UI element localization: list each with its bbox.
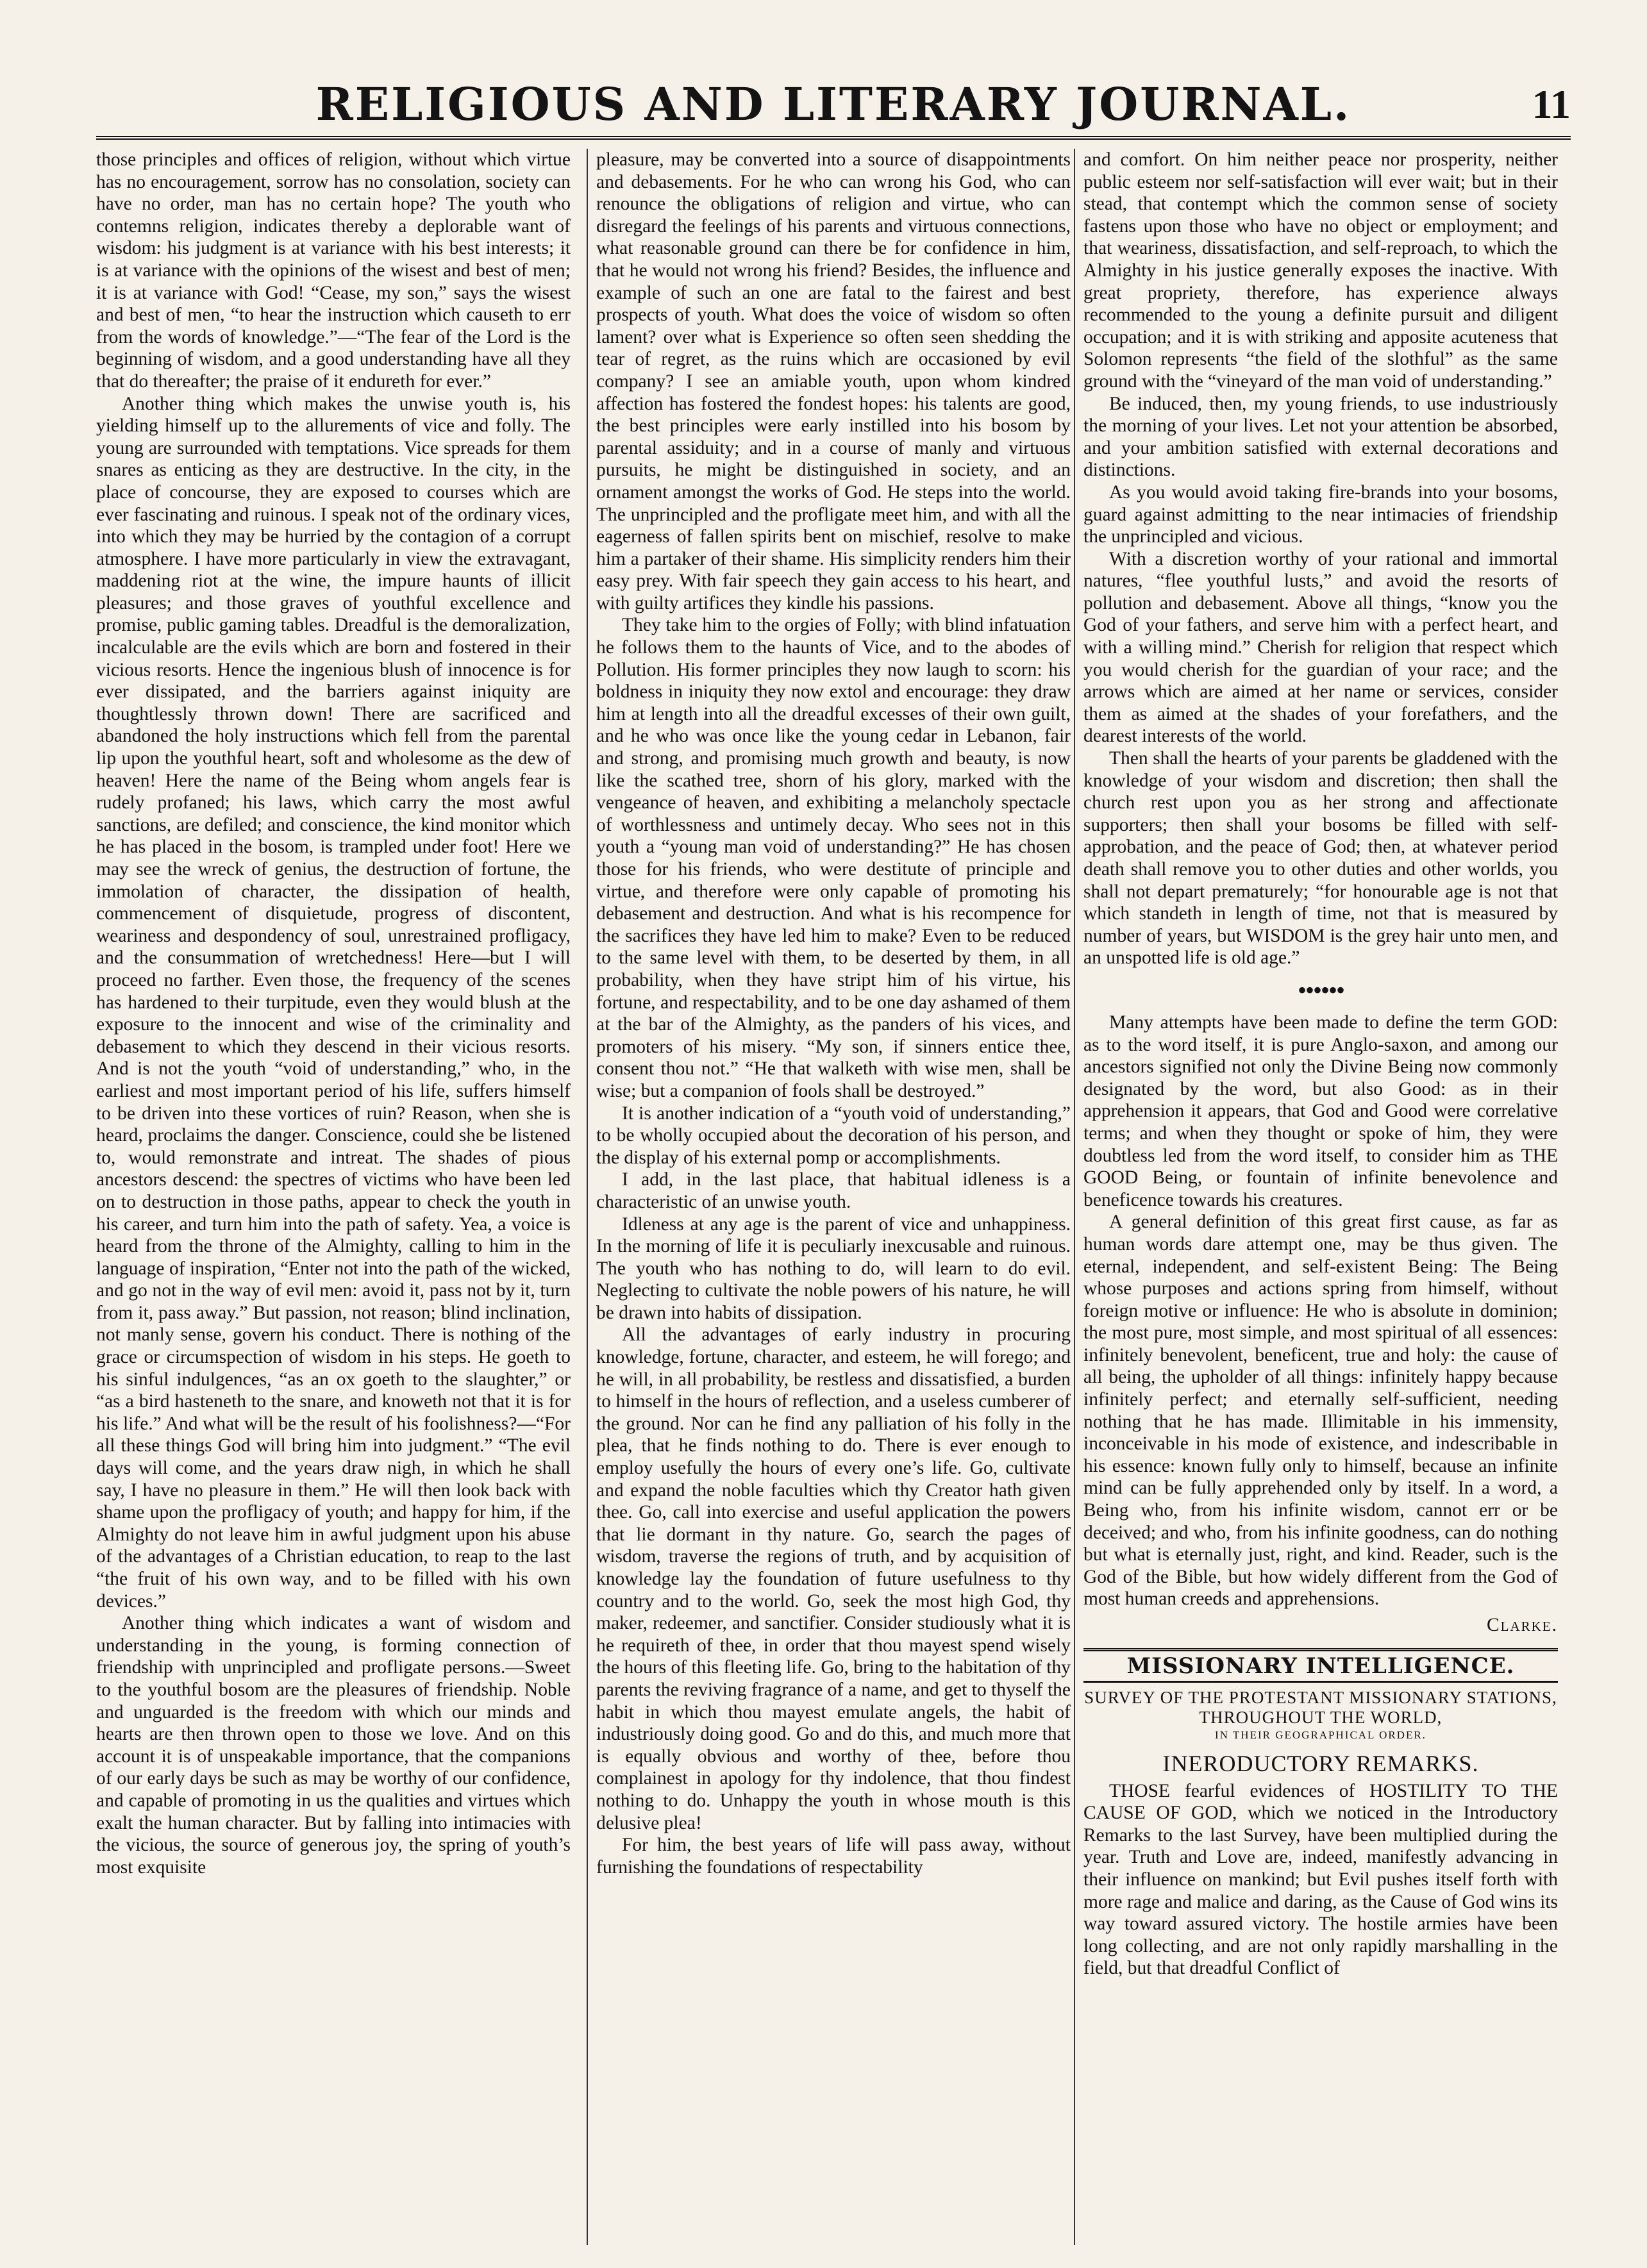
paragraph: For him, the best years of life will pass away, without furnishing the foundations of respectability (596, 1835, 1071, 1878)
paragraph: All the advantages of early industry in procuring knowledge, fortune, character, and esteem, he will forego; and he will, in all probability, be restless and dissatisfied, a burden to himself in the hours of reflection, and a useless cumberer of the ground. Nor can he find any palliation of his folly in the plea, that he finds nothing to do. There is ever enough to employ usefully the hours of every one’s life. Go, cultivate and expand the noble faculties which thy Creator hath given thee. Go, call into exercise and useful application the powers that lie dormant in thy nature. Go, search the pages of wisdom, traverse the regions of truth, and by acquisition of knowledge lay the foundation of future usefulness to thy country and to the world. Go, seek the most high God, thy maker, redeemer, and sanctifier. Consider studiously what it is he requireth of thee, in order that thou mayest spend wisely the hours of this fleeting life. Go, bring to the habitation of thy parents the reviving fragrance of a name, and get to thyself the habit in which thou mayest emulate angels, the habit of industriously doing good. Go and do this, and much more that is equally obvious and worthy of thee, before thou complainest in apology for thy indolence, that thou findest nothing to do. Unhappy the youth in whose mouth is this delusive plea! (596, 1324, 1071, 1833)
paragraph: Idleness at any age is the parent of vice and unhappiness. In the morning of life it is peculiarly inexcusable and ruinous. The youth who has nothing to do, will learn to do evil. Neglecting to cultivate the noble powers of his nature, he will be drawn into habits of dissipation. (596, 1213, 1071, 1323)
masthead (96, 76, 1571, 133)
survey-title: SURVEY OF THE PROTESTANT MISSIONARY STATIONS, THROUGHOUT THE WORLD, (1084, 1687, 1557, 1727)
page-number: 11 (1532, 81, 1571, 127)
paragraph: Another thing which makes the unwise youth is, his yielding himself up to the allurements of vice and folly. The young are surrounded with temptations. Vice spreads for them snares as enticing as they are destructive. In the city, in the place of concourse, they are exposed to courses which are ever fascinating and ruinous. I speak not of the ordinary vices, into which they may be hurried by the contagion of a corrupt atmosphere. I have more particularly in view the extravagant, maddening riot at the wine, the impure haunts of illicit pleasures; and those graves of youthful excellence and promise, public gaming tables. Dreadful is the demoralization, incalculable are the evils which are born and fostered in their vicious resorts. Hence the ingenious blush of innocence is for ever dissipated, and the barriers against iniquity are thoughtlessly thrown down! There are sacrificed and abandoned the holy instructions which fell from the parental lip upon the youthful heart, soft and wholesome as the dew of heaven! Here the name of the Being whom angels fear is rudely profaned; his laws, which carry the most awful sanctions, are defiled; and conscience, the kind monitor which he has placed in the bosom, is trampled under foot! Here we may see the wreck of genius, the destruction of fortune, the immolation of character, the dissipation of health, commencement of disquietude, progress of discontent, weariness and despondency of soul, unrestrained profligacy, and the consummation of wretchedness! Here—but I will proceed no farther. Even those, the frequency of the scenes has hardened to their turpitude, even they would blush at the exposure to the innocent and wise of the criminality and debasement to which they descend in their vicious resorts. And is not the youth “void of understanding,” who, in the earliest and most important period of his life, suffers himself to be driven into these vortices of ruin? Reason, when she is heard, proclaims the danger. Conscience, could she be listened to, would remonstrate and intreat. The shades of pious ancestors descend: the spectres of victims who have been led on to destruction in those paths, appear to check the youth in his career, and turn him into the path of safety. Yea, a voice is heard from the throne of the Almighty, calling to him in the language of inspiration, “Enter not into the path of the wicked, and go not in the way of evil men: avoid it, pass not by it, turn from it, pass away.” But passion, not reason; blind inclination, not manly sense, govern his conduct. There is nothing of the grace or circumspection of wisdom in his steps. He goeth to his sinful indulgences, “as an ox goeth to the slaughter,” or “as a bird hasteneth to the snare, and knoweth not that it is for his life.” And what will be the result of his foolishness?—“For all these things God will bring him into judgment.” “The evil days will come, and the years draw nigh, in which he shall say, I have no pleasure in them.” He will then look back with shame upon the profligacy of youth; and happy for him, if the Almighty do not leave him in awful judgment upon his abuse of the advantages of a Christian education, to reap to the last “the fruit of his own way, and to be filled with his own devices.” (96, 393, 571, 1612)
paragraph: pleasure, may be converted into a source of disappointments and debasements. For he who can wrong his God, who can renounce the obligations of religion and virtue, who can disregard the feelings of his parents and virtuous connections, what reasonable ground can there be for confidence in him, that he would not wrong his friend? Besides, the influence and example of such an one are fatal to the fairest and best prospects of youth. What does the voice of wisdom so often lament? over what is Experience so often seen shedding the tear of regret, as the ruins which are occasioned by evil company? I see an amiable youth, upon whom kindred affection has fostered the fondest hopes: his talents are good, the best principles were early instilled into his bosom by parental assiduity; and in a course of manly and virtuous pursuits, he might be distinguished in society, and an ornament amongst the works of God. He steps into the world. The unprincipled and the profligate meet him, and with all the eagerness of fallen spirits bent on mischief, resolve to make him a partaker of their shame. His simplicity renders him their easy prey. With fair speech they gain access to his heart, and with guilty artifices they kindle his passions. (596, 149, 1071, 613)
paragraph: A general definition of this great first cause, as far as human words dare attempt one, may be thus given. The eternal, independent, and self-existent Being: The Being whose purposes and actions spring from himself, without foreign motive or influence: He who is absolute in dominion; the most pure, most simple, and most spiritual of all essences: infinitely benevolent, beneficent, true and holy: the cause of all being, the upholder of all things: infinitely happy because infinitely perfect; and eternally self-sufficient, needing nothing that he has made. Illimitable in his immensity, inconceivable in his mode of existence, and indescribable in his essence: known fully only to himself, because an infinite mind can be fully apprehended only by itself. In a word, a Being who, from his infinite wisdom, cannot err or be deceived; and who, from his infinite goodness, can do nothing but what is eternally just, right, and kind. Reader, such is the God of the Bible, but how widely different from the God of most human creeds and apprehensions. (1083, 1212, 1558, 1610)
masthead-rule (96, 136, 1571, 140)
paragraph: those principles and offices of religion, without which virtue has no encouragement, sorrow has no consolation, society can have no order, man has no certain hope? The youth who contemns religion, indicates thereby a deplorable want of wisdom: his judgment is at variance with his best interests; it is at variance with the opinions of the wisest and best of men; it is at variance with God! “Cease, my son,” says the wisest and best of men, “to hear the instruction which causeth to err from the words of knowledge.”—“The fear of the Lord is the beginning of wisdom, and a good understanding have all they that do thereafter; the praise of it endureth for ever.” (96, 149, 571, 392)
journal-title: RELIGIOUS AND LITERARY JOURNAL. (315, 78, 1351, 131)
column-3 (1083, 149, 1558, 2245)
paragraph: As you would avoid taking fire-brands into your bosoms, guard against admitting to the near intimacies of friendship the unprincipled and vicious. (1083, 481, 1558, 547)
column-1 (96, 149, 571, 2245)
subheading: INERODUCTORY REMARKS. (1162, 1750, 1479, 1776)
paragraph: and comfort. On him neither peace nor prosperity, neither public esteem nor self-satisfaction will ever wait; but in their stead, that contempt which the common sense of society fastens upon those who have no object or employment; and that weariness, dissatisfaction, and self-reproach, to which the Almighty in his justice generally exposes the inactive. With great propriety, therefore, has experience always recommended to the young a definite pursuit and diligent occupation; and it is with striking and apposite acuteness that Solomon represents “the field of the slothful” as the same ground with the “vineyard of the man void of understanding.” (1083, 149, 1558, 392)
paragraph: Many attempts have been made to define the term GOD: as to the word itself, it is pure Anglo-saxon, and among our ancestors signified not only the Divine Being now commonly designated by the word, but also Good: as in their apprehension it appears, that God and Good were correlative terms; and when they thought or spoke of him, they were doubtless led from the word itself, to consider him as THE GOOD Being, or fountain of infinite benevolence and beneficence towards his creatures. (1083, 1012, 1558, 1210)
paragraph: Another thing which indicates a want of wisdom and understanding in the young, is forming connection of friendship with unprincipled and profligate persons.—Sweet to the youthful bosom are the pleasures of friendship. Noble and unguarded is the freedom with which our minds and hearts are then thrown open to those we love. And on this account it is of unspeakable importance, that the companions of our early days be such as may be worthy of our confidence, and capable of promoting in us the qualities and virtues which exalt the human character. But by falling into intimacies with the vicious, the source of generous joy, the spring of youth’s most exquisite (96, 1613, 571, 1878)
paragraph: With a discretion worthy of your rational and immortal natures, “flee youthful lusts,” and avoid the resorts of pollution and debasement. Above all things, “know you the God of your fathers, and serve him with a perfect heart, and with a willing mind.” Cherish for religion that respect which you would cherish for the guardian of your race; and the arrows which are aimed at her name or services, consider them as aimed at the shades of your forefathers, and the dearest interests of the world. (1083, 548, 1558, 747)
column-2 (596, 149, 1071, 2245)
paragraph: I add, in the last place, that habitual idleness is a characteristic of an unwise youth. (596, 1169, 1071, 1212)
paragraph: THOSE fearful evidences of HOSTILITY TO THE CAUSE OF GOD, which we noticed in the Introductory Remarks to the last Survey, have been multiplied during the year. Truth and Love are, indeed, manifestly advancing in their influence on mankind; but Evil pushes itself forth with more rage and malice and daring, as the Cause of God wins its way toward assured victory. The hostile armies have been long collecting, and are not only rapidly marshalling in the field, but that dreadful Conflict of (1083, 1780, 1558, 1979)
author-signature: Clarke. (1486, 1615, 1558, 1635)
column-divider (587, 149, 588, 2245)
paragraph: They take him to the orgies of Folly; with blind infatuation he follows them to the haunts of Vice, and to the abodes of Pollution. His former principles they now laugh to scorn: his boldness in iniquity they now extol and encourage: they draw him at length into all the dreadful excesses of their own guilt, and he who was once like the young cedar in Lebanon, fair and strong, and promising much growth and beauty, is now like the scathed tree, shorn of his glory, marked with the vengeance of heaven, and exhibiting a melancholy spectacle of worthlessness and untimely decay. Who sees not in this youth a “young man void of understanding?” He has chosen those for his friends, who were destitute of principle and virtue, and therefore were only capable of promoting his debasement and destruction. And what is his recompence for the sacrifices they have led him to make? Even to be reduced to the same level with them, to be deserted by them, in all probability, when they have stript him of his virtue, his fortune, and respectability, and to be one day ashamed of them at the bar of the Almighty, as the panders of his vices, and promoters of his misery. “My son, if sinners entice thee, consent thou not.” “He that walketh with wise men, shall be wise; but a companion of fools shall be destroyed.” (596, 615, 1071, 1101)
survey-subtitle: IN THEIR GEOGRAPHICAL ORDER. (1215, 1728, 1426, 1741)
paragraph: It is another indication of a “youth void of understanding,” to be wholly occupied about the decoration of his person, and the display of his external pomp or accomplishments. (596, 1103, 1071, 1168)
column-divider (1074, 149, 1075, 2245)
paragraph: Be induced, then, my young friends, to use industriously the morning of your lives. Let not your attention be absorbed, and your ambition satisfied with external decorations and distinctions. (1083, 393, 1558, 481)
section-heading: MISSIONARY INTELLIGENCE. (1083, 1648, 1558, 1683)
ornament-divider: •••••• (1297, 975, 1344, 1005)
paragraph: Then shall the hearts of your parents be gladdened with the knowledge of your wisdom and discretion; then shall the church rest upon you as her strong and affectionate supporters; then shall your bosoms be filled with self-approbation, and the peace of God; then, at whatever period death shall remove you to other duties and other worlds, you shall not depart prematurely; “for honourable age is not that which standeth in length of time, not that is measured by number of years, but WISDOM is the grey hair unto men, and an unspotted life is old age.” (1083, 748, 1558, 969)
